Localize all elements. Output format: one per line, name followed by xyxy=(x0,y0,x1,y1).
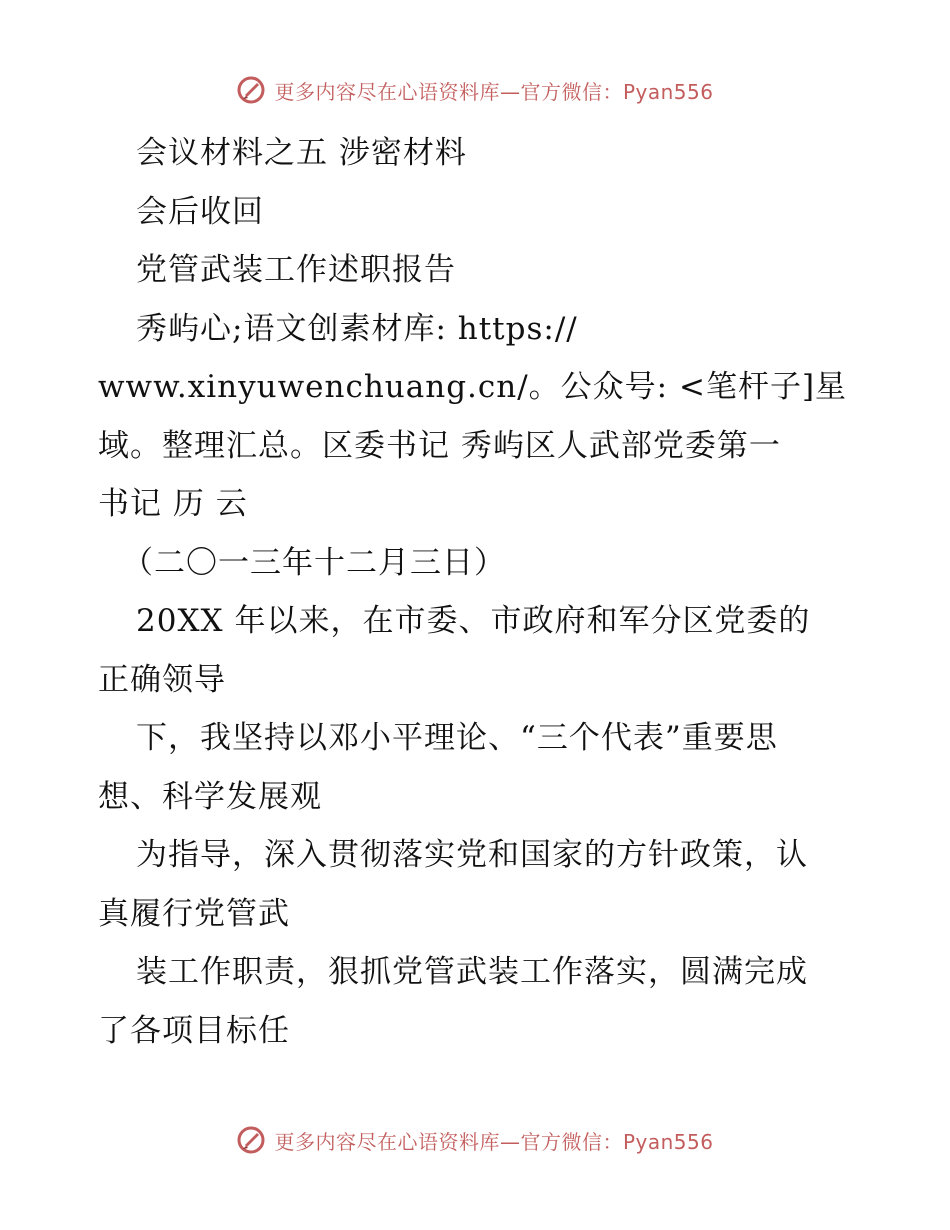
text-line: 真履行党管武 xyxy=(98,895,290,932)
text-line: 正确领导 xyxy=(98,661,226,698)
text-line: （二〇一三年十二月三日） xyxy=(122,544,506,581)
text-line: 装工作职责，狠抓党管武装工作落实，圆满完成 xyxy=(136,954,808,990)
text-line: 20XX 年以来，在市委、市政府和军分区党委的 xyxy=(136,603,811,639)
text-line: 域。整理汇总。区委书记 秀屿区人武部党委第一 xyxy=(98,427,781,464)
writing-brush-icon xyxy=(236,1125,266,1155)
text-line: 为指导，深入贯彻落实党和国家的方针政策，认 xyxy=(136,837,808,873)
footer-watermark xyxy=(0,1120,950,1160)
text-line: 会议材料之五 涉密材料 xyxy=(136,135,467,171)
text-line: www.xinyuwenchuang.cn/。公众号: <笔杆子]星 xyxy=(98,369,848,405)
document-body xyxy=(98,124,858,1060)
text-line: 下，我坚持以邓小平理论、“三个代表”重要思 xyxy=(136,720,778,756)
watermark-text: 更多内容尽在心语资料库—官方微信：Pyan556 xyxy=(274,79,714,104)
text-line: 想、科学发展观 xyxy=(98,778,322,815)
header-watermark xyxy=(0,70,950,110)
writing-brush-icon xyxy=(236,75,266,105)
text-line: 党管武装工作述职报告 xyxy=(136,252,456,288)
watermark-text: 更多内容尽在心语资料库—官方微信：Pyan556 xyxy=(274,1129,714,1154)
text-line: 书记 历 云 xyxy=(98,486,248,522)
text-line: 会后收回 xyxy=(136,193,264,230)
text-line: 了各项目标任 xyxy=(98,1012,290,1049)
text-line: 秀屿心;语文创素材库: https:// xyxy=(136,310,578,347)
